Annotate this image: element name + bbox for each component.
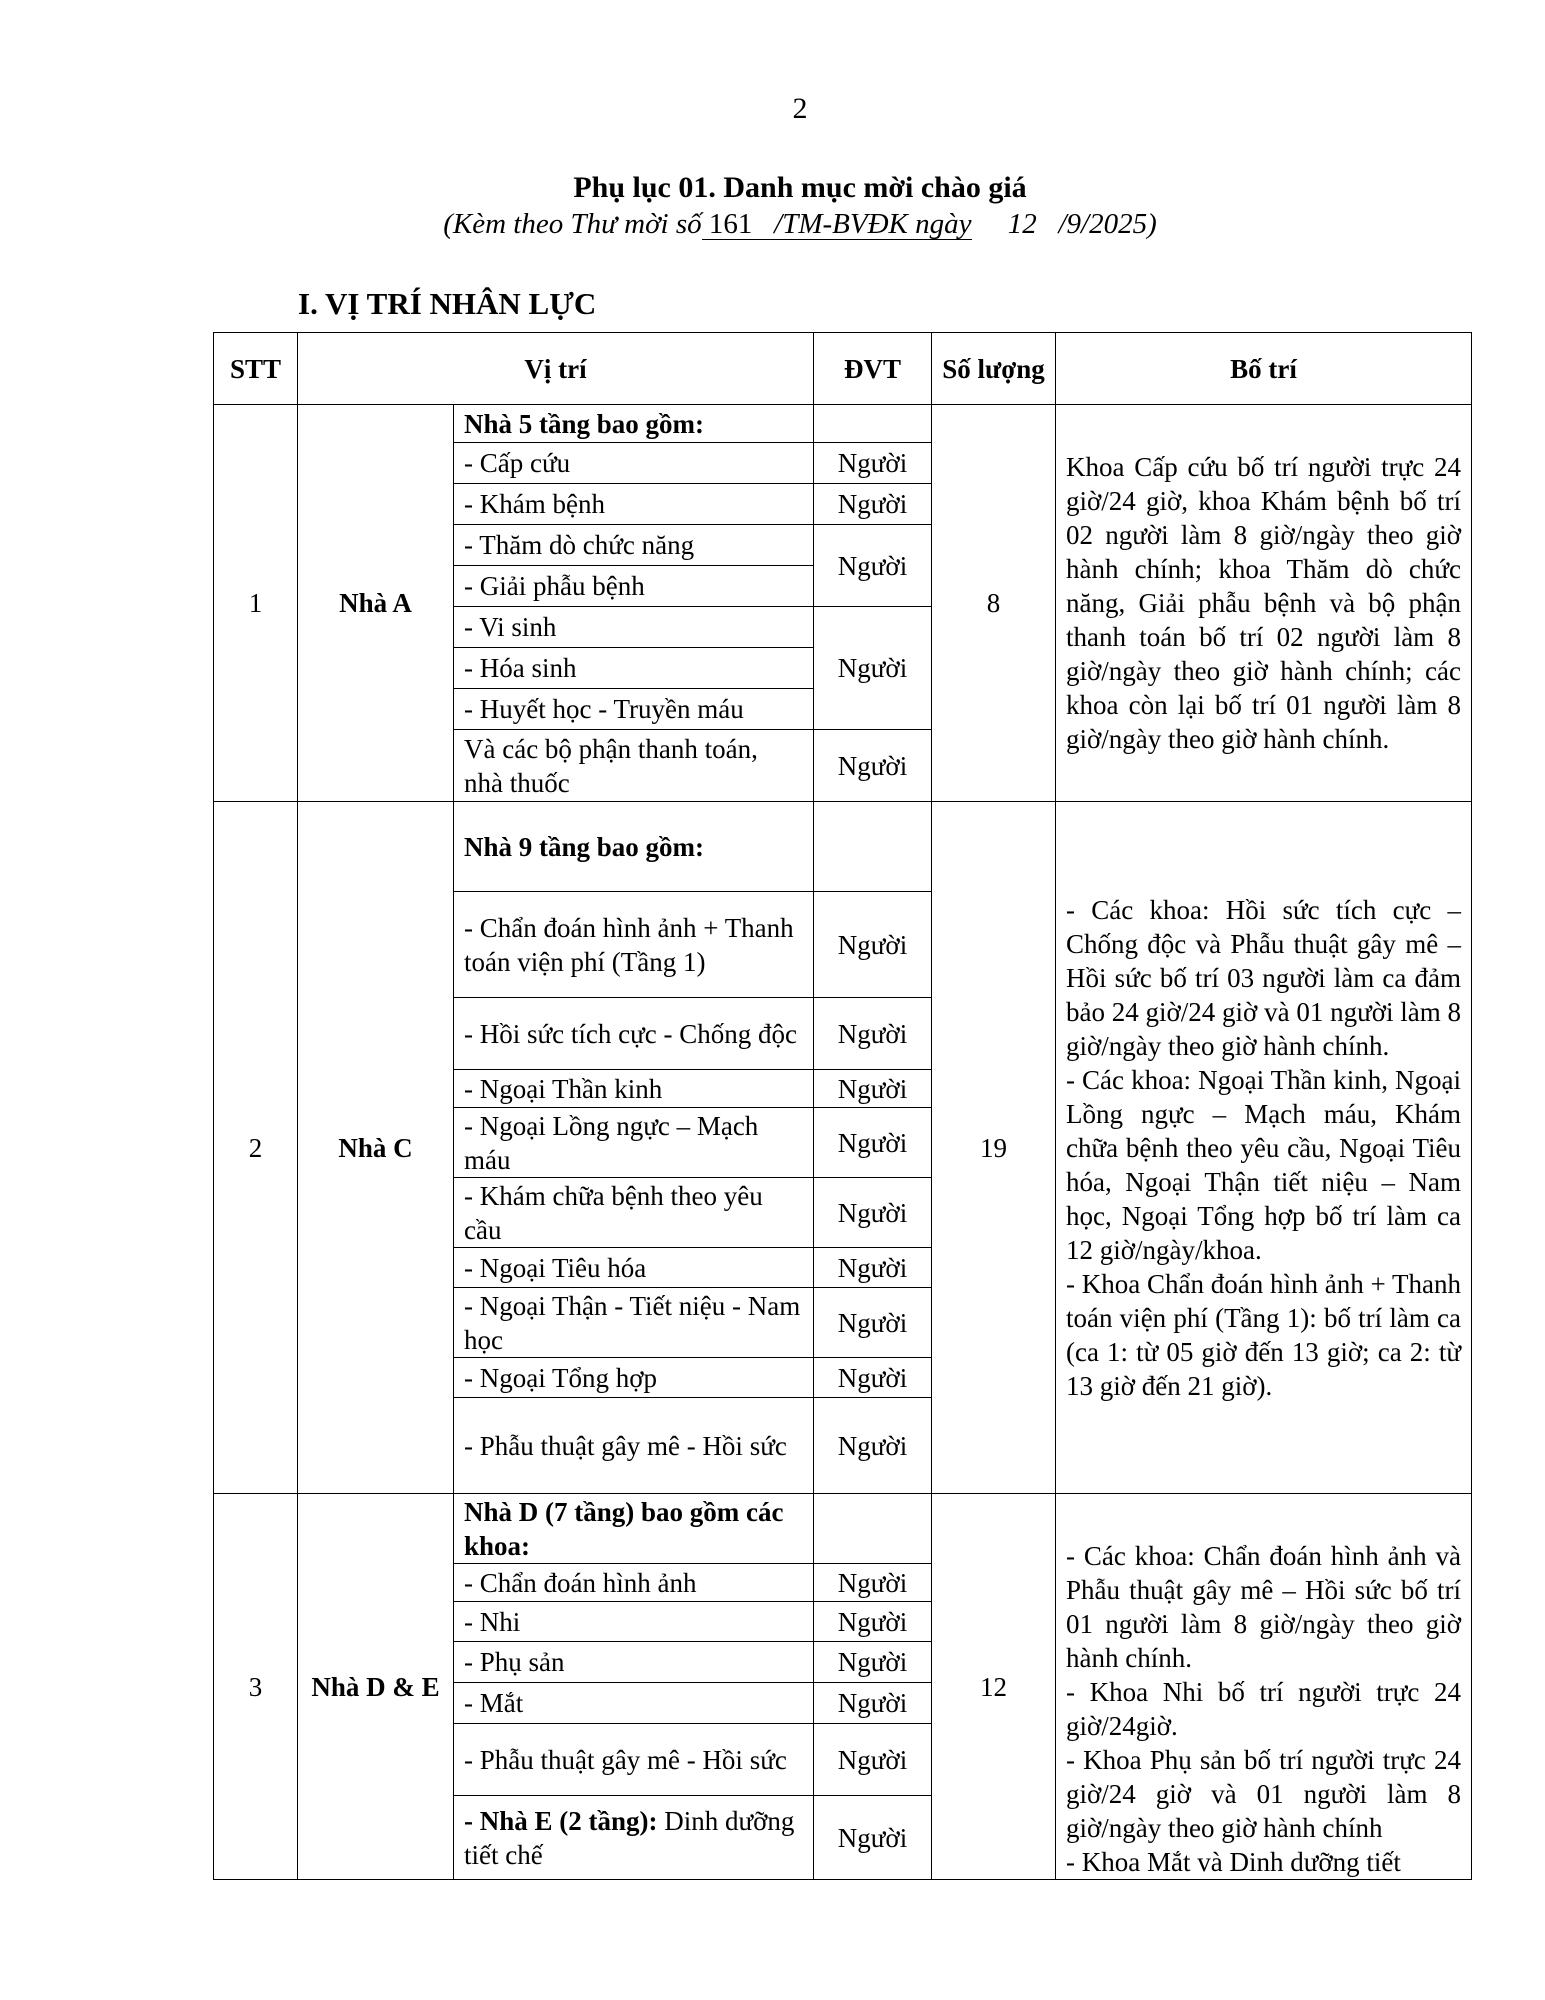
list-item: - Khám bệnh: [454, 484, 814, 525]
unit-cell: Người: [814, 1108, 932, 1178]
arrangement-paragraph: - Khoa Phụ sản bố trí người trực 24 giờ/24 giờ và 01 người làm 8 giờ/ngày theo giờ hành chính: [1066, 1745, 1461, 1843]
list-item: Và các bộ phận thanh toán, nhà thuốc: [454, 730, 814, 802]
header-position: Vị trí: [298, 333, 814, 405]
header-unit: ĐVT: [814, 333, 932, 405]
list-item: - Ngoại Tiêu hóa: [454, 1248, 814, 1288]
document-subtitle: [0, 206, 1545, 242]
document-title: Phụ lục 01. Danh mục mời chào giá: [573, 171, 1027, 204]
unit-cell: Người: [814, 1288, 932, 1358]
subtitle-suffix: /9/2025): [1058, 208, 1157, 240]
section-title: I. VỊ TRÍ NHÂN LỰC: [298, 286, 597, 321]
stt-cell: 2: [214, 802, 298, 1494]
list-item-rest: Dinh dưỡng tiết chế: [464, 1805, 795, 1870]
group-heading: Nhà D (7 tầng) bao gồm các khoa:: [454, 1494, 814, 1564]
unit-cell: Người: [814, 607, 932, 730]
positions-table: [213, 332, 1472, 1880]
unit-cell: Người: [814, 1248, 932, 1288]
unit-cell: Người: [814, 1358, 932, 1398]
list-item: - Huyết học - Truyền máu: [454, 689, 814, 730]
arrangement-paragraph: - Khoa Mắt và Dinh dưỡng tiết: [1066, 1847, 1401, 1877]
group-heading: Nhà 5 tầng bao gồm:: [454, 405, 814, 443]
list-item: - Khám chữa bệnh theo yêu cầu: [454, 1178, 814, 1248]
unit-cell-empty: [814, 405, 932, 443]
list-item: - Ngoại Thần kinh: [454, 1070, 814, 1108]
letter-code: /TM-BVĐK ngày: [774, 208, 972, 240]
list-item: - Giải phẫu bệnh: [454, 566, 814, 607]
building-cell: Nhà A: [298, 405, 454, 802]
unit-cell: Người: [814, 892, 932, 998]
unit-cell: Người: [814, 1602, 932, 1642]
arrangement-cell: [1056, 405, 1472, 802]
list-item: - Ngoại Tổng hợp: [454, 1358, 814, 1398]
unit-cell: Người: [814, 1796, 932, 1880]
list-item: - Nhi: [454, 1602, 814, 1642]
header-quantity: Số lượng: [932, 333, 1056, 405]
subtitle-underlined-reference: [702, 209, 972, 240]
unit-cell-empty: [814, 802, 932, 892]
table-row: [214, 405, 1472, 443]
unit-cell: Người: [814, 484, 932, 525]
building-cell: Nhà D & E: [298, 1494, 454, 1880]
unit-cell-empty: [814, 1494, 932, 1564]
arrangement-paragraph: - Các khoa: Hồi sức tích cực – Chống độc và Phẫu thuật gây mê – Hồi sức bố trí 03 người làm ca đảm bảo 24 giờ/24 giờ và 01 người làm 8 giờ/ngày theo giờ hành chính.: [1066, 894, 1461, 1061]
stt-cell: 3: [214, 1494, 298, 1880]
unit-cell: Người: [814, 1683, 932, 1724]
unit-cell: Người: [814, 730, 932, 802]
list-item: - Phẫu thuật gây mê - Hồi sức: [454, 1398, 814, 1494]
list-item: - Vi sinh: [454, 607, 814, 648]
quantity-cell: 19: [932, 802, 1056, 1494]
unit-cell: Người: [814, 525, 932, 607]
letter-day: 12: [1007, 208, 1037, 240]
list-item: [454, 1796, 814, 1880]
unit-cell: Người: [814, 1724, 932, 1796]
arrangement-cell: [1056, 802, 1472, 1494]
table-header-row: [214, 333, 1472, 405]
arrangement-paragraph: - Khoa Chẩn đoán hình ảnh + Thanh toán viện phí (Tầng 1): bố trí làm ca (ca 1: từ 05 giờ đến 13 giờ; ca 2: từ 13 giờ đến 21 giờ).: [1066, 1268, 1461, 1401]
header-arrangement: Bố trí: [1056, 333, 1472, 405]
unit-cell: Người: [814, 443, 932, 484]
building-cell: Nhà C: [298, 802, 454, 1494]
stt-cell: 1: [214, 405, 298, 802]
arrangement-paragraph: - Các khoa: Chẩn đoán hình ảnh và Phẫu thuật gây mê – Hồi sức bố trí 01 người làm 8 giờ/ngày theo giờ hành chính.: [1066, 1541, 1461, 1673]
arrangement-paragraph: Khoa Cấp cứu bố trí người trực 24 giờ/24 giờ, khoa Khám bệnh bố trí 02 người làm 8 giờ/ngày theo giờ hành chính; khoa Thăm dò chức năng, Giải phẫu bệnh và bộ phận thanh toán bố trí 02 người làm 8 giờ/ngày theo giờ hành chính; các khoa còn lại bố trí 01 người làm 8 giờ/ngày theo giờ hành chính.: [1066, 452, 1461, 754]
list-item: - Chẩn đoán hình ảnh: [454, 1564, 814, 1602]
list-item: - Phẫu thuật gây mê - Hồi sức: [454, 1724, 814, 1796]
title-block: [0, 170, 1545, 242]
list-item: - Hóa sinh: [454, 648, 814, 689]
unit-cell: Người: [814, 1642, 932, 1683]
unit-cell: Người: [814, 1398, 932, 1494]
list-item: - Chẩn đoán hình ảnh + Thanh toán viện phí (Tầng 1): [454, 892, 814, 998]
header-stt: STT: [214, 333, 298, 405]
unit-cell: Người: [814, 998, 932, 1070]
subtitle-prefix: (Kèm theo Thư mời số: [443, 208, 702, 240]
list-item: - Hồi sức tích cực - Chống độc: [454, 998, 814, 1070]
list-item: - Phụ sản: [454, 1642, 814, 1683]
unit-cell: Người: [814, 1178, 932, 1248]
quantity-cell: 12: [932, 1494, 1056, 1880]
table-row: [214, 1494, 1472, 1564]
list-item: - Mắt: [454, 1683, 814, 1724]
arrangement-paragraph: - Khoa Nhi bố trí người trực 24 giờ/24giờ.: [1066, 1677, 1461, 1741]
quantity-cell: 8: [932, 405, 1056, 802]
letter-number: 161: [708, 208, 753, 240]
page-number: 2: [792, 92, 808, 125]
list-item: - Thăm dò chức năng: [454, 525, 814, 566]
unit-cell: Người: [814, 1070, 932, 1108]
group-heading: Nhà 9 tầng bao gồm:: [454, 802, 814, 892]
list-item: - Cấp cứu: [454, 443, 814, 484]
list-item: - Ngoại Thận - Tiết niệu - Nam học: [454, 1288, 814, 1358]
arrangement-cell: [1056, 1494, 1472, 1880]
list-item-bold-label: - Nhà E (2 tầng):: [464, 1805, 658, 1836]
list-item: - Ngoại Lồng ngực – Mạch máu: [454, 1108, 814, 1178]
unit-cell: Người: [814, 1564, 932, 1602]
table-row: [214, 802, 1472, 892]
arrangement-paragraph: - Các khoa: Ngoại Thần kinh, Ngoại Lồng ngực – Mạch máu, Khám chữa bệnh theo yêu cầu, Ngoại Tiêu hóa, Ngoại Thận tiết niệu – Nam học, Ngoại Tổng hợp bố trí làm ca 12 giờ/ngày/khoa.: [1066, 1064, 1461, 1265]
